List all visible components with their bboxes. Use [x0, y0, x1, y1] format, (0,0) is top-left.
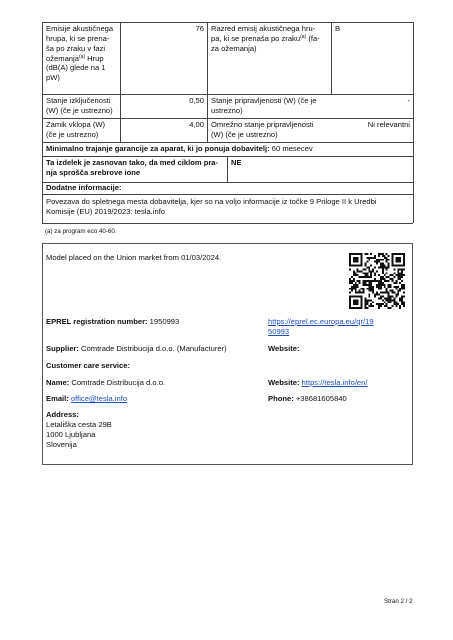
additional-info-label: Dodatne informacije:: [46, 183, 122, 192]
warranty-label: Minimalno trajanje garancije za aparat, ki jo ponuja dobavitelj:: [46, 144, 270, 153]
supplier-website-info: Povezava do spletnega mesta dobavitelja, kjer so na voljo informacije iz točke 9 Priloge II k Uredbi Komisije (EU) 2019/2023: tesla.info: [46, 197, 377, 216]
eprel-registration-label: EPREL registration number:: [46, 317, 148, 326]
eprel-registration: [46, 317, 179, 327]
website2-label: Website:: [268, 378, 300, 387]
row3-description: Omrežno stanje pripravljenosti (W) (če je ustrezno): [211, 120, 314, 139]
qr-code-icon[interactable]: [349, 253, 405, 309]
address-line: Letališka cesta 29B: [46, 419, 112, 429]
row2-label: Stanje izključenosti (W) (če je ustrezno): [46, 96, 113, 115]
address-label: Address:: [46, 410, 79, 419]
row3-label: Zamik vklopa (W) (če je ustrezno): [46, 120, 106, 139]
eprel-url-line2[interactable]: 50993: [268, 326, 290, 336]
row1-description: Razred emisij akustičnega hru- pa, ki se prenaša po zraku$^{(a)}$ (fa- za ožemanja): [211, 24, 320, 53]
row2-result: -: [407, 96, 410, 105]
row3-value: 4,00: [189, 120, 204, 129]
email-label: Email:: [46, 394, 69, 403]
name-value: Comtrade Distribucija d.o.o.: [69, 378, 166, 387]
eprel-url[interactable]: [268, 317, 374, 337]
eprel-url-line1[interactable]: https://eprel.ec.europa.eu/qr/19: [268, 317, 374, 326]
customer-care-label: Customer care service:: [46, 361, 130, 370]
website2-link[interactable]: https://tesla.info/en/: [301, 378, 368, 387]
email-link[interactable]: office@tesla.info: [70, 394, 128, 403]
address-line: Slovenija: [46, 439, 77, 449]
phone-value: +38681605840: [293, 394, 347, 403]
address: [46, 410, 112, 449]
row2-description: Stanje pripravljenosti (W) (če je ustrezno): [211, 96, 317, 115]
address-line: 1000 Ljubljana: [46, 429, 96, 439]
website-label: Website:: [268, 344, 300, 353]
name-label: Name:: [46, 378, 70, 387]
silver-ions-label: Ta izdelek je zasnovan tako, da med ciklom pra- nja sprošča srebrove ione: [46, 158, 219, 177]
warranty-value: 60 mesecev: [269, 144, 313, 153]
customer-care-website: [268, 378, 368, 388]
customer-care-name: [46, 378, 165, 388]
market-placement-text: Model placed on the Union market from 01/03/2024.: [46, 253, 222, 262]
supplier: [46, 344, 227, 354]
supplier-label: Supplier:: [46, 344, 79, 353]
silver-ions-value: NE: [231, 158, 242, 167]
customer-care-phone: [268, 394, 347, 404]
row1-value: 76: [195, 24, 204, 33]
row1-label: Emisije akustičnega hrupa, ki se prena- ša po zraku v fazi ožemanja$^{(a)}$ Hrup (dB(A) glede na 1 pW): [46, 24, 114, 83]
page-number: Stran 2 / 2: [384, 598, 413, 605]
supplier-value: Comtrade Distribucija d.o.o. (Manufacturer): [78, 344, 227, 353]
row1-class: B: [335, 24, 341, 33]
row3-result: Ni relevantni: [367, 120, 410, 129]
row2-value: 0,50: [189, 96, 204, 105]
footnote: (a) za program eco 40-60.: [45, 228, 117, 235]
eprel-registration-value: 1950993: [147, 317, 180, 326]
qr-code-graphic: [349, 253, 405, 309]
customer-care-email: [46, 394, 127, 404]
phone-label: Phone:: [268, 394, 294, 403]
warranty-row: [43, 143, 413, 155]
